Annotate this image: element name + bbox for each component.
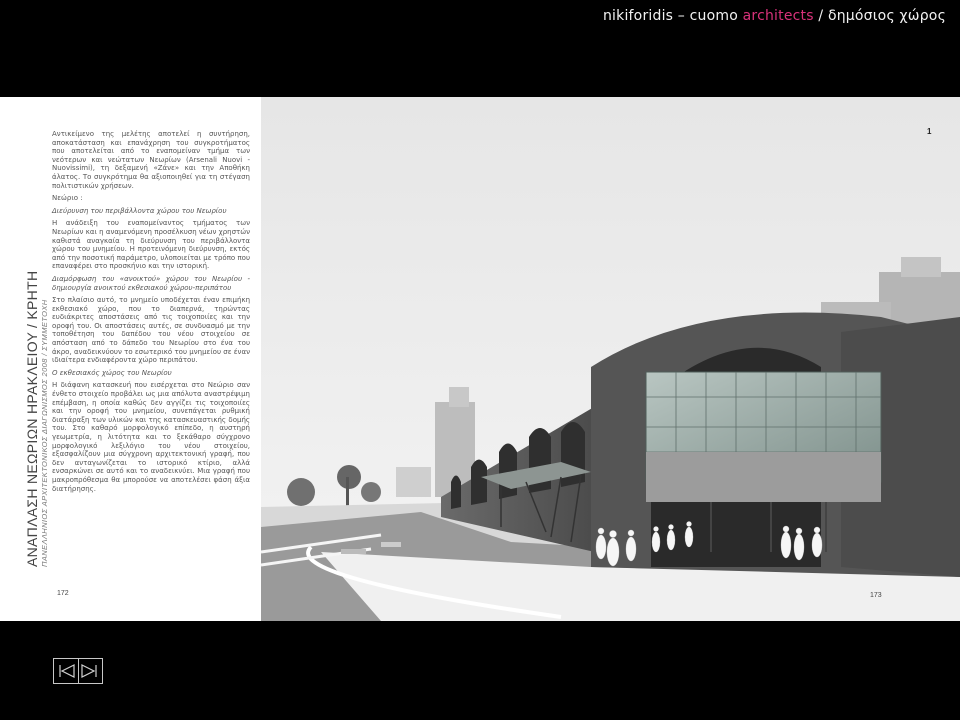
- section-name: δημόσιος χώρος: [827, 8, 946, 24]
- right-page: [261, 97, 960, 621]
- body-paragraph: Στο πλαίσιο αυτό, το μνημείο υποδέχεται έναν επιμήκη εκθεσιακό χώρο, που το διαπερνά, τηρώντας ευδιάκριτες αποστάσεις από τις τοιχοποιίες και την οροφή του. Οι αποστάσεις αυτές, σε συνδυασμό με την τοποθέτηση του δαπέδου του νέου στοιχείου σε απόσταση από το δάπεδο του Νεωρίου στο ένα του άκρο, αναδεικνύουν το εσωτερικό του μνημείου σε έναν ιδιαίτερα ενδιαφέροντα χώρο περιπάτου.: [52, 296, 250, 365]
- figure-number: 1: [927, 127, 932, 136]
- header-title: [603, 8, 946, 24]
- page-number-right: 173: [870, 592, 882, 599]
- vertical-title: ΑΝΑΠΛΑΣΗ ΝΕΩΡΙΩΝ ΗΡΑΚΛΕΙΟΥ / ΚΡΗΤΗ: [24, 270, 40, 567]
- body-paragraph: Η ανάδειξη του εναπομείναντος τμήματος των Νεωρίων και η αναμενόμενη προσέλκυση νέων χρηστών καθιστά αναγκαία τη διεύρυνση του περιβάλλοντα χώρου του μνημείου. Η προτεινόμενη διεύρυνση, εκτός από την ποσοτική παράμετρο, υλοποιείται με τρόπο που επαναφέρει στο προσκήνιο και την ιστορική.: [52, 219, 250, 271]
- section-subheading: Διεύρυνση του περιβάλλοντα χώρου του Νεωρίου: [52, 206, 227, 215]
- next-page-button[interactable]: [79, 659, 103, 683]
- section-subheading: Ο εκθεσιακός χώρος του Νεωρίου: [52, 368, 172, 377]
- prev-page-button[interactable]: [54, 659, 78, 683]
- next-arrow-icon: [80, 663, 100, 679]
- section-subheading: Διαμόρφωση του «ανοικτού» χώρου του Νεωρίου - δημιουργία ανοικτού εκθεσιακού χώρου-περιπάτου: [52, 274, 250, 292]
- page-number-left: 172: [57, 590, 69, 597]
- body-paragraph: Η διάφανη κατασκευή που εισέρχεται στο Νεώριο σαν ένθετο στοιχείο προβάλει ως μια απόλυτα αναστρέψιμη επέμβαση, η οποία καθώς δεν αγγίζει τις τοιχοποιίες και την οροφή του μνημείου, συνεπάγεται ρυθμική διατάραξη των υλικών και της κατασκευαστικής δομής του. Στο καθαρό μορφολογικό επίπεδο, η αυστηρή γεωμετρία, η λιτότητα και το ξεκάθαρο σύγχρονο μορφολογικό λεξιλόγιο του νέου στοιχείου, εξασφαλίζουν μια σύγχρονη αρχιτεκτονική γραφή, που δεν ανταγωνίζεται το ιστορικό κτίριο, αλλά ενσαρκώνει σε αυτό και το αναδεικνύει. Μια γραφή που μακροπρόθεσμα θα μπορούσε να αποτελέσει φάση άξια διατήρησης.: [52, 381, 250, 493]
- studio-name: nikiforidis – cuomo: [602, 8, 743, 24]
- studio-accent: architects: [742, 8, 814, 24]
- body-paragraph: Νεώριο :: [52, 194, 83, 203]
- header-separator: /: [813, 8, 828, 24]
- page-navigation: [53, 658, 103, 684]
- left-page: [0, 97, 261, 621]
- body-paragraph: Αντικείμενο της μελέτης αποτελεί η συντήρηση, αποκατάσταση και επανάχρηση του συγκροτήματος που αποτελείται από το εναπομείναν τμήμα των νεότερων και νεώτατων Νεωρίων (Arsenali Nuovi - Nuovissimi), τη δεξαμενή «Ζάνε» και την Αποθήκη άλατος. Το συγκρότημα θα αξιοποιηθεί για τη στέγαση πολιτιστικών χρήσεων.: [52, 130, 250, 190]
- prev-arrow-icon: [56, 663, 76, 679]
- vertical-subtitle: ΠΑΝΕΛΛΗΝΙΟΣ ΑΡΧΙΤΕΚΤΟΝΙΚΟΣ ΔΙΑΓΩΝΙΣΜΟΣ 2008 / ΣΥΜΜΕΤΟΧΗ: [40, 299, 49, 567]
- architectural-render-image: [261, 97, 960, 621]
- body-text: [52, 130, 250, 497]
- book-spread: [0, 97, 960, 621]
